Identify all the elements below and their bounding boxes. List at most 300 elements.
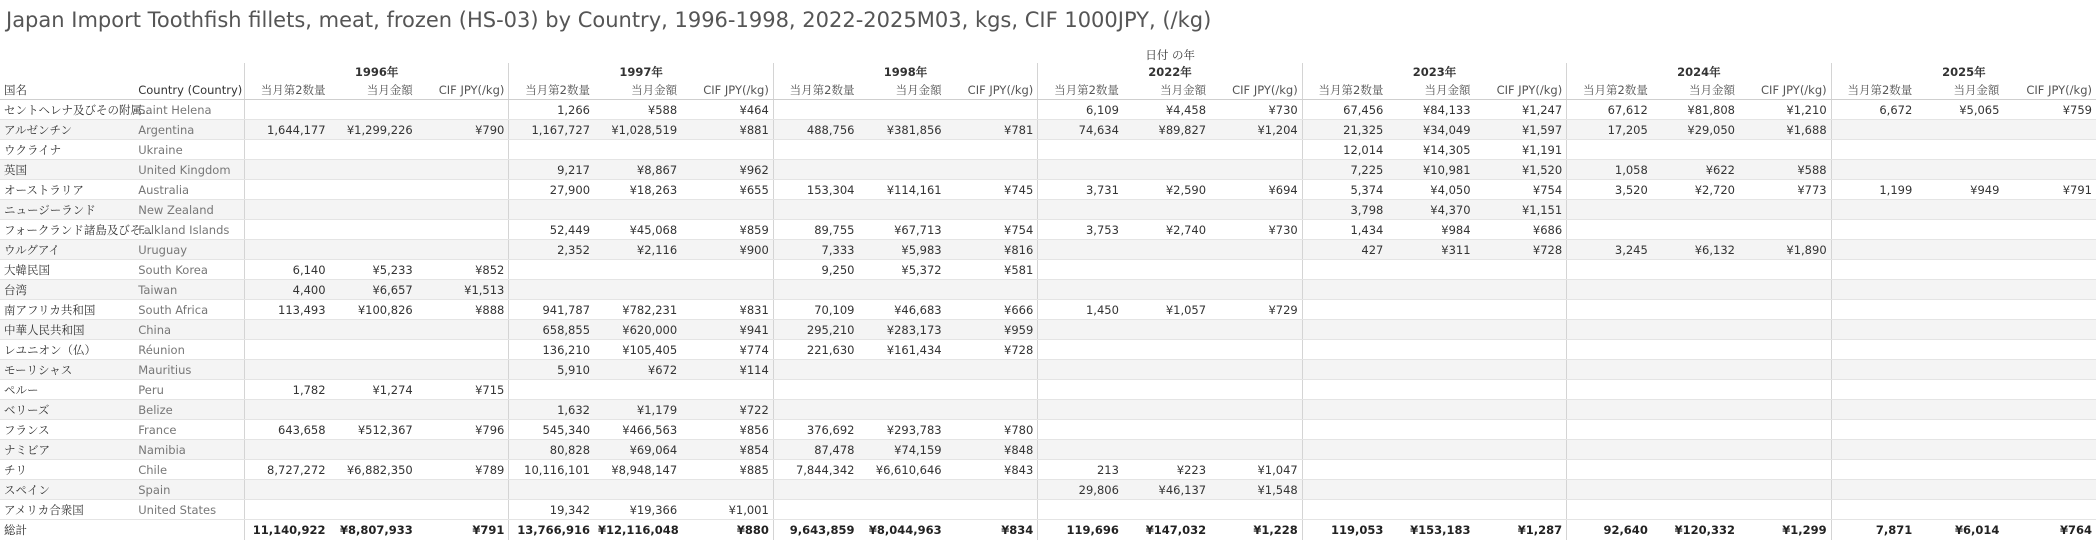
total-row[interactable] (0, 520, 2096, 541)
country-jp-cell: セントヘレナ及びその附属... (0, 100, 134, 120)
value-cell (417, 240, 509, 260)
country-en-cell: Australia (134, 180, 244, 200)
value-cell (330, 200, 417, 220)
value-cell (1652, 420, 1739, 440)
year-header[interactable]: 2025年 (1831, 63, 2096, 81)
value-cell (1831, 380, 1916, 400)
value-cell (1567, 320, 1652, 340)
table-row[interactable] (0, 100, 2096, 120)
value-cell: ¥730 (1210, 100, 1302, 120)
value-cell (1387, 320, 1474, 340)
value-cell (244, 400, 329, 420)
value-cell (1302, 360, 1387, 380)
value-cell (2003, 360, 2096, 380)
value-cell (417, 340, 509, 360)
total-value-cell: ¥147,032 (1123, 520, 1210, 541)
measure-header-amount[interactable]: 当月金額 (1916, 81, 2003, 100)
value-cell (1387, 300, 1474, 320)
country-en-cell: United Kingdom (134, 160, 244, 180)
value-cell (2003, 420, 2096, 440)
value-cell: ¥1,151 (1475, 200, 1567, 220)
value-cell (858, 200, 945, 220)
value-cell (858, 100, 945, 120)
value-cell: 6,672 (1831, 100, 1916, 120)
value-cell (1831, 360, 1916, 380)
value-cell (1652, 440, 1739, 460)
value-cell: 67,456 (1302, 100, 1387, 120)
value-cell: ¥18,263 (594, 180, 681, 200)
country-en-cell: Taiwan (134, 280, 244, 300)
value-cell (1210, 240, 1302, 260)
value-cell: ¥941 (681, 320, 773, 340)
measure-header-amount[interactable]: 当月金額 (1387, 81, 1474, 100)
value-cell (1302, 340, 1387, 360)
table-row[interactable] (0, 300, 2096, 320)
value-cell: ¥781 (946, 120, 1038, 140)
value-cell: ¥2,740 (1123, 220, 1210, 240)
measure-header-amount[interactable]: 当月金額 (858, 81, 945, 100)
country-en-cell: Spain (134, 480, 244, 500)
value-cell: ¥6,657 (330, 280, 417, 300)
value-cell: ¥114,161 (858, 180, 945, 200)
value-cell (2003, 460, 2096, 480)
value-cell (1739, 400, 1831, 420)
value-cell: 1,266 (509, 100, 594, 120)
value-cell: ¥161,434 (858, 340, 945, 360)
country-en-cell: Uruguay (134, 240, 244, 260)
total-value-cell: 7,871 (1831, 520, 1916, 541)
value-cell (1123, 140, 1210, 160)
country-en-cell: Saint Helena (134, 100, 244, 120)
value-cell (1302, 460, 1387, 480)
value-cell: ¥1,513 (417, 280, 509, 300)
value-cell: 3,798 (1302, 200, 1387, 220)
measure-header-qty[interactable]: 当月第2数量 (1567, 81, 1652, 100)
value-cell: 6,109 (1038, 100, 1123, 120)
measure-header-cif[interactable]: CIF JPY(/kg) (681, 81, 773, 100)
value-cell: ¥67,713 (858, 220, 945, 240)
country-en-header[interactable]: Country (Country) (134, 81, 244, 100)
country-jp-cell: ニュージーランド (0, 200, 134, 220)
value-cell (1038, 140, 1123, 160)
value-cell (1038, 260, 1123, 280)
value-cell (594, 200, 681, 220)
country-jp-cell: 台湾 (0, 280, 134, 300)
value-cell (1831, 200, 1916, 220)
value-cell (2003, 320, 2096, 340)
value-cell: ¥729 (1210, 300, 1302, 320)
value-cell: ¥816 (946, 240, 1038, 260)
total-value-cell: 9,643,859 (773, 520, 858, 541)
value-cell: ¥1,247 (1475, 100, 1567, 120)
country-jp-cell: フォークランド諸島及びそ... (0, 220, 134, 240)
value-cell (1123, 440, 1210, 460)
value-cell (773, 200, 858, 220)
table-row[interactable] (0, 380, 2096, 400)
value-cell (1916, 320, 2003, 340)
value-cell: ¥1,191 (1475, 140, 1567, 160)
value-cell (1210, 380, 1302, 400)
value-cell: ¥29,050 (1652, 120, 1739, 140)
value-cell (244, 360, 329, 380)
value-cell: ¥790 (417, 120, 509, 140)
value-cell (1916, 440, 2003, 460)
value-cell: 3,245 (1567, 240, 1652, 260)
table-row[interactable] (0, 140, 2096, 160)
value-cell (1475, 260, 1567, 280)
value-cell (1567, 260, 1652, 280)
value-cell (1831, 300, 1916, 320)
country-jp-cell: フランス (0, 420, 134, 440)
value-cell (1038, 440, 1123, 460)
value-cell (244, 320, 329, 340)
country-jp-cell: ウクライナ (0, 140, 134, 160)
value-cell (417, 200, 509, 220)
measure-header-amount[interactable]: 当月金額 (330, 81, 417, 100)
value-cell (594, 480, 681, 500)
value-cell (1739, 220, 1831, 240)
measure-header-amount[interactable]: 当月金額 (1652, 81, 1739, 100)
value-cell (2003, 480, 2096, 500)
value-cell (773, 500, 858, 520)
value-cell (1916, 120, 2003, 140)
value-cell (1567, 400, 1652, 420)
country-en-cell: Ukraine (134, 140, 244, 160)
value-cell (858, 500, 945, 520)
value-cell: ¥859 (681, 220, 773, 240)
value-cell (1739, 480, 1831, 500)
value-cell (330, 500, 417, 520)
value-cell: ¥728 (1475, 240, 1567, 260)
year-header[interactable]: 2023年 (1302, 63, 1566, 81)
value-cell (330, 440, 417, 460)
value-cell (1123, 240, 1210, 260)
measure-header-cif[interactable]: CIF JPY(/kg) (1210, 81, 1302, 100)
value-cell (1831, 340, 1916, 360)
value-cell: ¥1,001 (681, 500, 773, 520)
value-cell: ¥694 (1210, 180, 1302, 200)
value-cell (1038, 500, 1123, 520)
value-cell (1475, 420, 1567, 440)
value-cell: ¥4,458 (1123, 100, 1210, 120)
value-cell: ¥283,173 (858, 320, 945, 340)
measure-header-qty[interactable]: 当月第2数量 (244, 81, 329, 100)
value-cell (330, 100, 417, 120)
value-cell (1567, 200, 1652, 220)
value-cell: ¥19,366 (594, 500, 681, 520)
measure-header-cif[interactable]: CIF JPY(/kg) (2003, 81, 2096, 100)
value-cell: ¥900 (681, 240, 773, 260)
value-cell (946, 100, 1038, 120)
value-cell (1475, 320, 1567, 340)
value-cell: 5,910 (509, 360, 594, 380)
value-cell (1567, 280, 1652, 300)
value-cell: ¥722 (681, 400, 773, 420)
value-cell (1916, 280, 2003, 300)
value-cell (1652, 200, 1739, 220)
value-cell: 7,333 (773, 240, 858, 260)
value-cell: ¥5,372 (858, 260, 945, 280)
value-cell: ¥46,137 (1123, 480, 1210, 500)
value-cell: ¥672 (594, 360, 681, 380)
value-cell (1739, 360, 1831, 380)
value-cell (946, 140, 1038, 160)
measure-header-amount[interactable]: 当月金額 (594, 81, 681, 100)
value-cell (1831, 400, 1916, 420)
total-label: 総計 (0, 520, 134, 541)
measure-header-cif[interactable]: CIF JPY(/kg) (417, 81, 509, 100)
value-cell (1210, 280, 1302, 300)
value-cell: 3,753 (1038, 220, 1123, 240)
country-jp-cell: アルゼンチン (0, 120, 134, 140)
measure-header-amount[interactable]: 当月金額 (1123, 81, 1210, 100)
value-cell (2003, 440, 2096, 460)
country-en-cell: South Africa (134, 300, 244, 320)
year-header[interactable]: 1997年 (509, 63, 773, 81)
value-cell (594, 140, 681, 160)
value-cell (2003, 300, 2096, 320)
table-row[interactable] (0, 220, 2096, 240)
value-cell: ¥666 (946, 300, 1038, 320)
value-cell (244, 160, 329, 180)
value-cell (773, 140, 858, 160)
measure-header-qty[interactable]: 当月第2数量 (1302, 81, 1387, 100)
value-cell (1302, 320, 1387, 340)
value-cell (330, 340, 417, 360)
table-row[interactable] (0, 260, 2096, 280)
value-cell (1210, 340, 1302, 360)
value-cell: 113,493 (244, 300, 329, 320)
table-row[interactable] (0, 160, 2096, 180)
value-cell: 4,400 (244, 280, 329, 300)
value-cell: 295,210 (773, 320, 858, 340)
year-header[interactable]: 2024年 (1567, 63, 1831, 81)
value-cell (681, 280, 773, 300)
value-cell: 1,058 (1567, 160, 1652, 180)
value-cell (1652, 500, 1739, 520)
value-cell (330, 220, 417, 240)
value-cell (773, 480, 858, 500)
value-cell: ¥100,826 (330, 300, 417, 320)
table-row[interactable] (0, 480, 2096, 500)
value-cell (1475, 380, 1567, 400)
value-cell (1210, 200, 1302, 220)
value-cell (1475, 500, 1567, 520)
measure-header-cif[interactable]: CIF JPY(/kg) (1475, 81, 1567, 100)
table-row[interactable] (0, 440, 2096, 460)
value-cell: 80,828 (509, 440, 594, 460)
country-en-cell: Peru (134, 380, 244, 400)
value-cell (1387, 440, 1474, 460)
country-en-cell: United States (134, 500, 244, 520)
value-cell (594, 260, 681, 280)
value-cell (2003, 240, 2096, 260)
value-cell (330, 480, 417, 500)
value-cell: 213 (1038, 460, 1123, 480)
table-row[interactable] (0, 420, 2096, 440)
value-cell: ¥464 (681, 100, 773, 120)
value-cell (330, 180, 417, 200)
value-cell: ¥745 (946, 180, 1038, 200)
value-cell (1123, 360, 1210, 380)
value-cell: ¥782,231 (594, 300, 681, 320)
value-cell: ¥2,720 (1652, 180, 1739, 200)
table-row[interactable] (0, 500, 2096, 520)
value-cell: ¥74,159 (858, 440, 945, 460)
value-cell (2003, 260, 2096, 280)
value-cell (1831, 280, 1916, 300)
value-cell (1652, 460, 1739, 480)
value-cell: 643,658 (244, 420, 329, 440)
value-cell: 21,325 (1302, 120, 1387, 140)
value-cell: ¥34,049 (1387, 120, 1474, 140)
table-row[interactable] (0, 360, 2096, 380)
value-cell: ¥620,000 (594, 320, 681, 340)
total-value-cell: 119,053 (1302, 520, 1387, 541)
total-value-cell: 92,640 (1567, 520, 1652, 541)
value-cell (858, 480, 945, 500)
value-cell: ¥10,981 (1387, 160, 1474, 180)
value-cell: ¥14,305 (1387, 140, 1474, 160)
value-cell (1916, 380, 2003, 400)
value-cell: ¥581 (946, 260, 1038, 280)
value-cell (244, 480, 329, 500)
value-cell (1567, 380, 1652, 400)
country-jp-cell: ベリーズ (0, 400, 134, 420)
value-cell (1038, 360, 1123, 380)
value-cell: ¥1,028,519 (594, 120, 681, 140)
value-cell (2003, 340, 2096, 360)
value-cell: ¥2,590 (1123, 180, 1210, 200)
measure-header-qty[interactable]: 当月第2数量 (1831, 81, 1916, 100)
total-value-cell: ¥791 (417, 520, 509, 541)
value-cell (1831, 120, 1916, 140)
total-value-cell: ¥834 (946, 520, 1038, 541)
value-cell (1210, 440, 1302, 460)
value-cell (330, 400, 417, 420)
value-cell (417, 480, 509, 500)
table-row[interactable] (0, 240, 2096, 260)
value-cell: ¥754 (1475, 180, 1567, 200)
year-header[interactable]: 2022年 (1038, 63, 1302, 81)
total-value-cell: ¥1,287 (1475, 520, 1567, 541)
value-cell (1302, 500, 1387, 520)
value-cell (417, 360, 509, 380)
value-cell (1652, 300, 1739, 320)
value-cell (1475, 300, 1567, 320)
value-cell (1387, 380, 1474, 400)
value-cell (773, 100, 858, 120)
value-cell (1916, 400, 2003, 420)
table-row[interactable] (0, 280, 2096, 300)
value-cell: ¥791 (2003, 180, 2096, 200)
value-cell: ¥715 (417, 380, 509, 400)
measure-header-qty[interactable]: 当月第2数量 (509, 81, 594, 100)
value-cell: ¥588 (1739, 160, 1831, 180)
value-cell: 8,727,272 (244, 460, 329, 480)
total-value-cell: ¥8,044,963 (858, 520, 945, 541)
value-cell (1038, 400, 1123, 420)
value-cell (1739, 420, 1831, 440)
table-row[interactable] (0, 200, 2096, 220)
value-cell (1567, 140, 1652, 160)
value-cell (417, 220, 509, 240)
table-row[interactable] (0, 400, 2096, 420)
value-cell: ¥962 (681, 160, 773, 180)
value-cell (1475, 440, 1567, 460)
value-cell (509, 380, 594, 400)
value-cell (2003, 120, 2096, 140)
value-cell (946, 200, 1038, 220)
value-cell: ¥622 (1652, 160, 1739, 180)
country-jp-header[interactable]: 国名 (0, 81, 134, 100)
value-cell: 3,520 (1567, 180, 1652, 200)
value-cell (417, 100, 509, 120)
measure-header-cif[interactable]: CIF JPY(/kg) (946, 81, 1038, 100)
table-row[interactable] (0, 180, 2096, 200)
measure-header-qty[interactable]: 当月第2数量 (773, 81, 858, 100)
value-cell (509, 260, 594, 280)
country-en-cell: Chile (134, 460, 244, 480)
value-cell (594, 380, 681, 400)
measure-header-cif[interactable]: CIF JPY(/kg) (1739, 81, 1831, 100)
table-row[interactable] (0, 120, 2096, 140)
value-cell (1916, 220, 2003, 240)
value-cell (1567, 220, 1652, 240)
value-cell: ¥5,983 (858, 240, 945, 260)
value-cell (1831, 220, 1916, 240)
value-cell: 5,374 (1302, 180, 1387, 200)
value-cell: 12,014 (1302, 140, 1387, 160)
value-cell: 52,449 (509, 220, 594, 240)
value-cell (1567, 360, 1652, 380)
value-cell: 658,855 (509, 320, 594, 340)
value-cell (681, 200, 773, 220)
country-en-cell: Argentina (134, 120, 244, 140)
table-row[interactable] (0, 340, 2096, 360)
country-en-cell: Mauritius (134, 360, 244, 380)
value-cell (1739, 140, 1831, 160)
table-row[interactable] (0, 460, 2096, 480)
measure-header-qty[interactable]: 当月第2数量 (1038, 81, 1123, 100)
country-jp-cell: スペイン (0, 480, 134, 500)
table-row[interactable] (0, 320, 2096, 340)
value-cell (417, 160, 509, 180)
value-cell (1652, 360, 1739, 380)
value-cell (244, 220, 329, 240)
value-cell (1739, 200, 1831, 220)
value-cell (1210, 400, 1302, 420)
value-cell (1123, 380, 1210, 400)
value-cell: ¥4,050 (1387, 180, 1474, 200)
year-header[interactable]: 1998年 (773, 63, 1037, 81)
value-cell: ¥885 (681, 460, 773, 480)
value-cell (2003, 280, 2096, 300)
value-cell (1916, 340, 2003, 360)
year-header[interactable]: 1996年 (244, 63, 508, 81)
value-cell (1831, 460, 1916, 480)
country-jp-cell: アメリカ合衆国 (0, 500, 134, 520)
value-cell: 89,755 (773, 220, 858, 240)
value-cell: ¥1,210 (1739, 100, 1831, 120)
value-cell (1916, 460, 2003, 480)
value-cell (1916, 240, 2003, 260)
value-cell: 9,250 (773, 260, 858, 280)
value-cell (858, 400, 945, 420)
value-cell: ¥780 (946, 420, 1038, 440)
value-cell (1210, 140, 1302, 160)
value-cell: 10,116,101 (509, 460, 594, 480)
